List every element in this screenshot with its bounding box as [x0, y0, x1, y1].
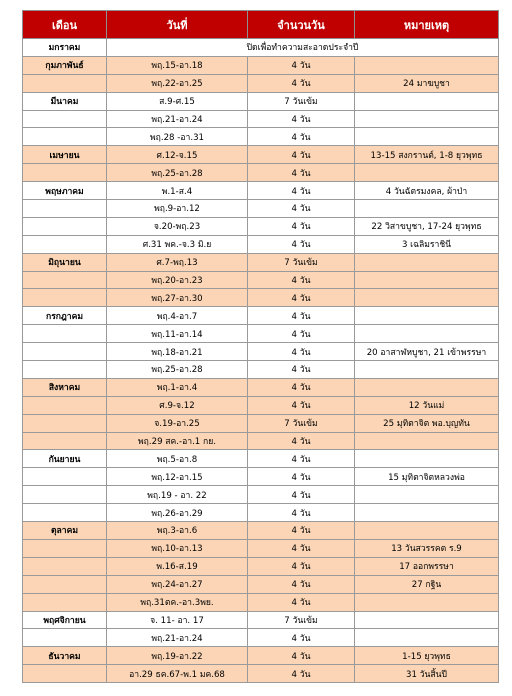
month-cell: พฤศจิกายน [23, 611, 107, 629]
header-date: วันที่ [107, 11, 248, 39]
table-row [23, 56, 499, 74]
table-row [23, 307, 499, 325]
table-row [23, 146, 499, 164]
note-cell: 27 กฐิน [355, 575, 499, 593]
month-cell [23, 432, 107, 450]
note-cell [355, 378, 499, 396]
note-cell [355, 128, 499, 146]
days-cell: 7 วันเข้ม [248, 414, 355, 432]
note-cell: 15 มุทิตาจิตหลวงพ่อ [355, 468, 499, 486]
table-row [23, 468, 499, 486]
month-cell [23, 235, 107, 253]
month-cell [23, 200, 107, 218]
date-cell: พฤ.3-อา.6 [107, 522, 248, 540]
days-cell: 4 วัน [248, 539, 355, 557]
date-cell: พฤ.29 สค.-อา.1 กย. [107, 432, 248, 450]
table-row [23, 593, 499, 611]
date-cell: พฤ.25-อา.28 [107, 361, 248, 379]
note-cell [355, 325, 499, 343]
days-cell: 4 วัน [248, 325, 355, 343]
date-cell: พฤ.26-อา.29 [107, 504, 248, 522]
schedule-body [23, 39, 499, 683]
table-row [23, 450, 499, 468]
days-cell: 4 วัน [248, 56, 355, 74]
date-cell: พฤ.9-อา.12 [107, 200, 248, 218]
table-row [23, 629, 499, 647]
table-row [23, 378, 499, 396]
month-cell [23, 629, 107, 647]
table-row [23, 665, 499, 683]
days-cell: 4 วัน [248, 522, 355, 540]
days-cell: 4 วัน [248, 343, 355, 361]
date-cell: ศ.7-พฤ.13 [107, 253, 248, 271]
note-cell [355, 522, 499, 540]
days-cell: 4 วัน [248, 557, 355, 575]
date-cell: พฤ.21-อา.24 [107, 110, 248, 128]
date-cell: ส.9-ศ.15 [107, 92, 248, 110]
note-cell [355, 110, 499, 128]
date-cell: พฤ.28 -อา.31 [107, 128, 248, 146]
table-row [23, 110, 499, 128]
month-cell [23, 414, 107, 432]
date-cell: พฤ.4-อา.7 [107, 307, 248, 325]
month-cell [23, 74, 107, 92]
date-cell: พฤ.12-อา.15 [107, 468, 248, 486]
month-cell: กรกฎาคม [23, 307, 107, 325]
table-row [23, 504, 499, 522]
days-cell: 4 วัน [248, 593, 355, 611]
month-cell [23, 164, 107, 182]
table-row [23, 289, 499, 307]
table-row [23, 647, 499, 665]
table-row [23, 361, 499, 379]
table-row [23, 557, 499, 575]
month-cell [23, 539, 107, 557]
note-cell [355, 56, 499, 74]
table-row [23, 271, 499, 289]
note-cell: 22 วิสาขบูชา, 17-24 ยุวพุทธ [355, 217, 499, 235]
table-row [23, 343, 499, 361]
date-cell: พฤ.19-อา.22 [107, 647, 248, 665]
date-cell: พฤ.5-อา.8 [107, 450, 248, 468]
days-cell: 4 วัน [248, 665, 355, 683]
month-cell [23, 271, 107, 289]
month-cell: พฤษภาคม [23, 182, 107, 200]
note-cell: 25 มุทิตาจิต พอ.บุญทัน [355, 414, 499, 432]
days-cell: 4 วัน [248, 504, 355, 522]
days-cell: 4 วัน [248, 575, 355, 593]
note-cell: 13-15 สงกรานต์, 1-8 ยุวพุทธ [355, 146, 499, 164]
note-cell: 3 เฉลิมราชินี [355, 235, 499, 253]
date-cell: พฤ.24-อา.27 [107, 575, 248, 593]
month-cell [23, 575, 107, 593]
note-cell [355, 611, 499, 629]
days-cell: 4 วัน [248, 217, 355, 235]
month-cell [23, 289, 107, 307]
month-cell [23, 486, 107, 504]
month-cell: ตุลาคม [23, 522, 107, 540]
header-month: เดือน [23, 11, 107, 39]
days-cell: 4 วัน [248, 486, 355, 504]
table-row [23, 164, 499, 182]
table-row [23, 396, 499, 414]
days-cell: 4 วัน [248, 271, 355, 289]
days-cell: 4 วัน [248, 74, 355, 92]
month-cell [23, 217, 107, 235]
days-cell: 7 วันเข้ม [248, 253, 355, 271]
table-row [23, 414, 499, 432]
note-cell: 1-15 ยุวพุทธ [355, 647, 499, 665]
schedule-table [22, 10, 499, 683]
date-cell: พฤ.21-อา.24 [107, 629, 248, 647]
month-cell: เมษายน [23, 146, 107, 164]
date-cell: ศ.9-จ.12 [107, 396, 248, 414]
month-cell [23, 665, 107, 683]
table-row [23, 39, 499, 57]
note-cell: 12 วันแม่ [355, 396, 499, 414]
note-cell: 4 วันฉัตรมงคล, ผ้าป่า [355, 182, 499, 200]
note-cell [355, 164, 499, 182]
date-cell: พฤ.19 - อา. 22 [107, 486, 248, 504]
table-row [23, 611, 499, 629]
days-cell: 4 วัน [248, 432, 355, 450]
days-cell: 4 วัน [248, 110, 355, 128]
date-cell: จ.19-อา.25 [107, 414, 248, 432]
month-cell [23, 325, 107, 343]
note-cell: 20 อาสาฬหบูชา, 21 เข้าพรรษา [355, 343, 499, 361]
table-row [23, 486, 499, 504]
table-row [23, 128, 499, 146]
month-cell: มกราคม [23, 39, 107, 57]
days-cell: 4 วัน [248, 146, 355, 164]
days-cell: 4 วัน [248, 647, 355, 665]
days-cell: 4 วัน [248, 468, 355, 486]
days-cell: 4 วัน [248, 361, 355, 379]
closure-note-cell: ปิดเพื่อทำความสะอาดประจำปี [107, 39, 499, 57]
date-cell: พฤ.18-อา.21 [107, 343, 248, 361]
days-cell: 4 วัน [248, 396, 355, 414]
date-cell: จ. 11- อา. 17 [107, 611, 248, 629]
days-cell: 4 วัน [248, 200, 355, 218]
month-cell: กุมภาพันธ์ [23, 56, 107, 74]
days-cell: 7 วันเข้ม [248, 611, 355, 629]
date-cell: พฤ.10-อา.13 [107, 539, 248, 557]
month-cell [23, 504, 107, 522]
table-row [23, 235, 499, 253]
note-cell [355, 253, 499, 271]
date-cell: จ.20-พฤ.23 [107, 217, 248, 235]
month-cell: สิงหาคม [23, 378, 107, 396]
table-row [23, 522, 499, 540]
note-cell [355, 593, 499, 611]
days-cell: 4 วัน [248, 289, 355, 307]
table-row [23, 539, 499, 557]
table-row [23, 182, 499, 200]
days-cell: 4 วัน [248, 182, 355, 200]
days-cell: 4 วัน [248, 164, 355, 182]
note-cell [355, 432, 499, 450]
table-row [23, 92, 499, 110]
note-cell [355, 271, 499, 289]
date-cell: พฤ.1-อา.4 [107, 378, 248, 396]
date-cell: พ.16-ส.19 [107, 557, 248, 575]
note-cell: 13 วันสวรรคต ร.9 [355, 539, 499, 557]
date-cell: พฤ.25-อา.28 [107, 164, 248, 182]
date-cell: พฤ.11-อา.14 [107, 325, 248, 343]
date-cell: พฤ.31ตค.-อา.3พย. [107, 593, 248, 611]
header-note: หมายเหตุ [355, 11, 499, 39]
note-cell [355, 504, 499, 522]
date-cell: พฤ.20-อา.23 [107, 271, 248, 289]
table-row [23, 253, 499, 271]
days-cell: 4 วัน [248, 128, 355, 146]
note-cell [355, 450, 499, 468]
schedule-sheet [22, 10, 498, 683]
note-cell [355, 200, 499, 218]
month-cell [23, 468, 107, 486]
month-cell: มีนาคม [23, 92, 107, 110]
note-cell [355, 289, 499, 307]
date-cell: พฤ.27-อา.30 [107, 289, 248, 307]
table-row [23, 325, 499, 343]
month-cell [23, 396, 107, 414]
table-row [23, 200, 499, 218]
table-row [23, 432, 499, 450]
date-cell: พฤ.15-อา.18 [107, 56, 248, 74]
note-cell: 17 ออกพรรษา [355, 557, 499, 575]
header-row [23, 11, 499, 39]
days-cell: 4 วัน [248, 450, 355, 468]
month-cell: กันยายน [23, 450, 107, 468]
table-row [23, 575, 499, 593]
month-cell [23, 110, 107, 128]
days-cell: 4 วัน [248, 378, 355, 396]
month-cell [23, 361, 107, 379]
month-cell: ธันวาคม [23, 647, 107, 665]
month-cell: มิถุนายน [23, 253, 107, 271]
table-row [23, 74, 499, 92]
note-cell [355, 629, 499, 647]
note-cell [355, 307, 499, 325]
days-cell: 4 วัน [248, 307, 355, 325]
date-cell: ศ.12-จ.15 [107, 146, 248, 164]
date-cell: พฤ.22-อา.25 [107, 74, 248, 92]
date-cell: ศ.31 พค.-จ.3 มิ.ย [107, 235, 248, 253]
note-cell: 24 มาฆบูชา [355, 74, 499, 92]
note-cell [355, 361, 499, 379]
date-cell: พ.1-ส.4 [107, 182, 248, 200]
month-cell [23, 593, 107, 611]
month-cell [23, 557, 107, 575]
note-cell: 31 วันสิ้นปี [355, 665, 499, 683]
header-days: จำนวนวัน [248, 11, 355, 39]
table-row [23, 217, 499, 235]
days-cell: 7 วันเข้ม [248, 92, 355, 110]
month-cell [23, 128, 107, 146]
month-cell [23, 343, 107, 361]
days-cell: 4 วัน [248, 629, 355, 647]
date-cell: อา.29 ธค.67-พ.1 มค.68 [107, 665, 248, 683]
note-cell [355, 486, 499, 504]
days-cell: 4 วัน [248, 235, 355, 253]
note-cell [355, 92, 499, 110]
